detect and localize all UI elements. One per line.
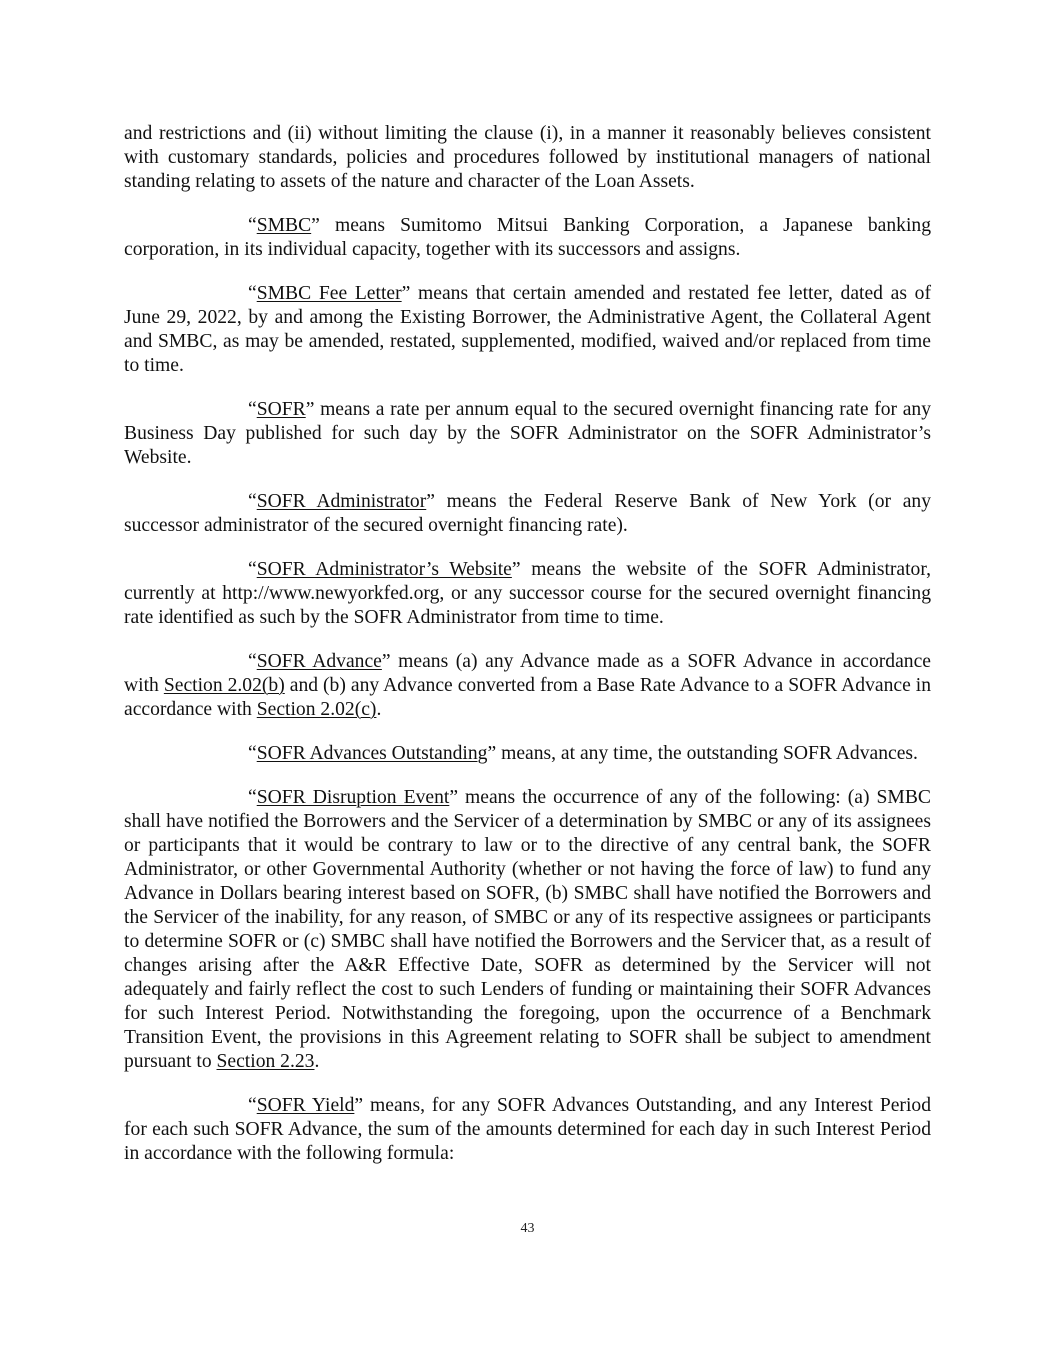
definition-paragraph	[124, 214, 931, 262]
text-run: “	[248, 559, 257, 580]
definition-paragraph	[124, 650, 931, 722]
defined-term: SOFR Administrator	[256, 491, 427, 512]
text-run: ” means that certain amended and restated fee letter, dated as of June 29, 2022, by and among the Existing Borrower, the Administrative Agent, the Collateral Agent and SMBC, as may be amended, restated, supplemented, modified, waived and/or replaced from time to time.	[124, 283, 931, 376]
text-run: and (b) any Advance converted from a Base Rate Advance to a SOFR Advance in accordance with	[124, 675, 932, 720]
defined-term: SMBC	[256, 215, 312, 236]
text-run: ” means the website of the SOFR Administrator, currently at http://www.newyorkfed.org, or any successor course for the secured overnight financing rate identified as such by the SOFR Administrator from time to time.	[124, 559, 931, 628]
document-body	[124, 122, 931, 1186]
definition-paragraph	[124, 742, 931, 766]
text-run: .	[376, 699, 382, 720]
text-run: ” means (a) any Advance made as a SOFR Advance in accordance with	[124, 651, 931, 696]
text-run: “	[248, 399, 257, 420]
definition-paragraph	[124, 558, 931, 630]
text-run: ” means Sumitomo Mitsui Banking Corporation, a Japanese banking corporation, in its individual capacity, together with its successors and assigns.	[124, 215, 931, 260]
definition-paragraph	[124, 490, 931, 538]
text-run: “	[248, 743, 257, 764]
text-run: .	[314, 1051, 320, 1072]
text-run: “	[248, 491, 257, 512]
text-run: “	[248, 1095, 257, 1116]
defined-term: SOFR Disruption Event	[256, 787, 450, 808]
text-run: “	[248, 651, 257, 672]
defined-term: SOFR Advances Outstanding	[256, 743, 488, 764]
defined-term: SOFR Yield	[256, 1095, 355, 1116]
definition-paragraph	[124, 786, 931, 1074]
text-run: “	[248, 215, 257, 236]
defined-term: SOFR Administrator’s Website	[256, 559, 512, 580]
definition-paragraph	[124, 282, 931, 378]
text-run: ” means the occurrence of any of the following: (a) SMBC shall have notified the Borrowers and the Servicer of a determination by SMBC or any of its assignees or participants that it would be contrary to law or to the directive of any central bank, the SOFR Administrator, or other Governmental Authority (whether or not having the force of law) to fund any Advance in Dollars bearing interest based on SOFR, (b) SMBC shall have notified the Borrowers and the Servicer of the inability, for any reason, of SMBC or any of its respective assignees or participants to determine SOFR or (c) SMBC shall have notified the Borrowers and the Servicer that, as a result of changes arising after the A&R Effective Date, SOFR as determined by the Servicer will not adequately and fairly reflect the cost to such Lenders of funding or maintaining their SOFR Advances for such Interest Period. Notwithstanding the foregoing, upon the occurrence of a Benchmark Transition Event, the provisions in this Agreement relating to SOFR shall be subject to amendment pursuant to	[124, 787, 931, 1072]
definition-paragraph	[124, 398, 931, 470]
page-number: 43	[520, 1221, 535, 1236]
continuation-paragraph	[124, 122, 931, 194]
text-run: ” means the Federal Reserve Bank of New York (or any successor administrator of the secured overnight financing rate).	[124, 491, 931, 536]
defined-term: SOFR Advance	[256, 651, 382, 672]
definition-paragraph	[124, 1094, 931, 1166]
text-run: “	[248, 283, 257, 304]
text-run: ” means, at any time, the outstanding SOFR Advances.	[487, 743, 918, 764]
defined-term: Section 2.23	[216, 1051, 315, 1072]
defined-term: Section 2.02(b)	[163, 675, 285, 696]
text-run: ” means a rate per annum equal to the secured overnight financing rate for any Business Day published for such day by the SOFR Administrator on the SOFR Administrator’s Website.	[124, 399, 931, 468]
text-run: and restrictions and (ii) without limiting the clause (i), in a manner it reasonably believes consistent with customary standards, policies and procedures followed by institutional managers of national standing relating to assets of the nature and character of the Loan Assets.	[124, 123, 931, 192]
defined-term: SMBC Fee Letter	[256, 283, 402, 304]
text-run: ” means, for any SOFR Advances Outstanding, and any Interest Period for each such SOFR Advance, the sum of the amounts determined for each day in such Interest Period in accordance with the following formula:	[124, 1095, 931, 1164]
text-run: “	[248, 787, 257, 808]
defined-term: SOFR	[256, 399, 306, 420]
defined-term: Section 2.02(c)	[256, 699, 377, 720]
